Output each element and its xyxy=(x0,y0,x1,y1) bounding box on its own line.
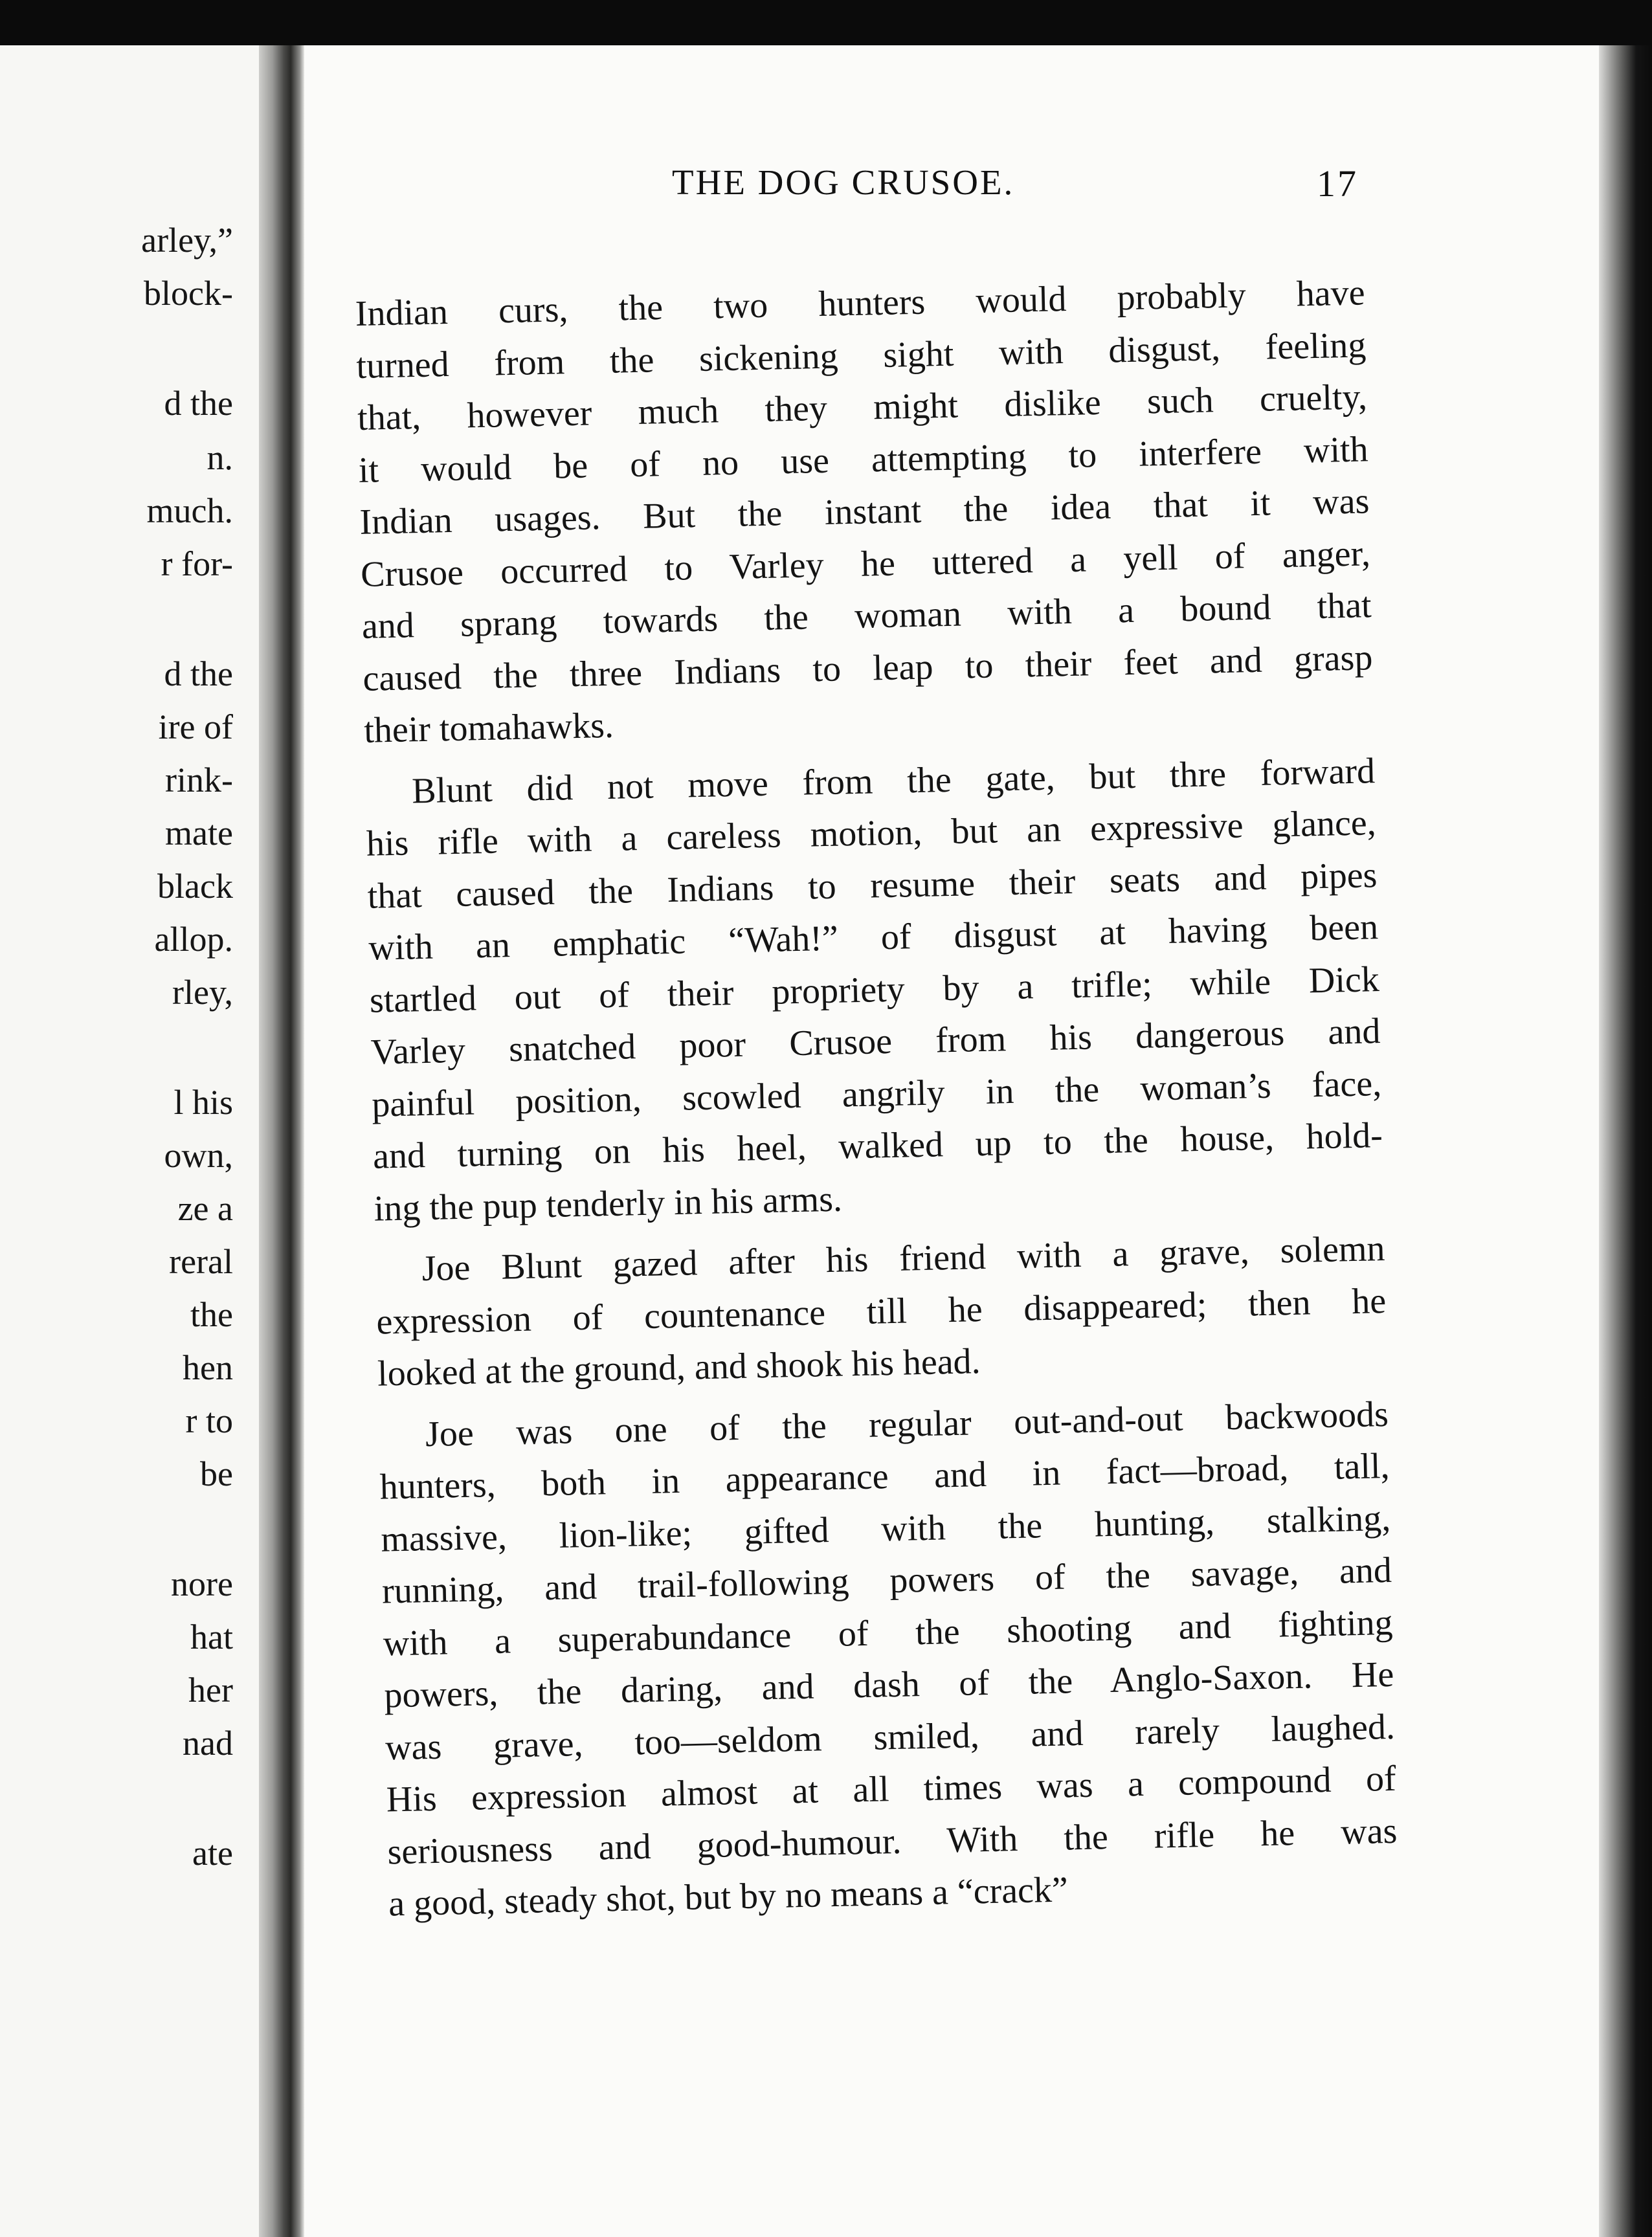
previous-page-text-fragment: hat xyxy=(190,1618,233,1656)
paragraph xyxy=(364,745,1384,1235)
previous-page-text-fragment: be xyxy=(200,1454,233,1493)
text-line: turned from the sickening sight with disgust, feeling xyxy=(355,324,1367,386)
running-title: THE DOG CRUSOE. xyxy=(672,162,1015,202)
text-line: his rifle with a careless motion, but an expressive glance, xyxy=(366,803,1377,864)
text-line: looked at the ground, and shook his head. xyxy=(377,1341,981,1394)
text-line: hunters, both in appearance and in fact—broad, tall, xyxy=(379,1445,1390,1508)
previous-page-text-fragment: the xyxy=(190,1295,233,1334)
text-line: running, and trail-following powers of the savage, and xyxy=(381,1550,1392,1612)
text-line: Joe Blunt gazed after his friend with a grave, solemn xyxy=(421,1229,1386,1289)
previous-page-text-fragment: block- xyxy=(144,274,233,313)
previous-page-text-fragment: nad xyxy=(183,1724,233,1763)
previous-page-text-fragment: l his xyxy=(173,1083,233,1122)
text-line: His expression almost at all times was a compound of xyxy=(386,1758,1397,1820)
previous-page-text-fragment: ire of xyxy=(158,707,233,746)
text-line: ing the pup tenderly in his arms. xyxy=(374,1179,843,1229)
previous-page-text-fragment: ze a xyxy=(177,1189,233,1228)
previous-page-text-fragment: hen xyxy=(183,1348,233,1387)
previous-page-text-fragment: r to xyxy=(185,1401,233,1440)
previous-page-text-fragment: rley, xyxy=(172,973,233,1012)
running-header xyxy=(355,162,1358,214)
previous-page-text-fragment: her xyxy=(188,1671,233,1709)
text-line: that caused the Indians to resume their seats and pipes xyxy=(367,854,1378,917)
text-line: it would be of no use attempting to interfere with xyxy=(358,428,1369,491)
previous-page-text-fragment: own, xyxy=(164,1136,233,1175)
paragraph xyxy=(375,1223,1388,1400)
text-line: with an emphatic “Wah!” of disgust at having been xyxy=(368,907,1379,968)
text-line: expression of countenance till he disappeared; then he xyxy=(375,1280,1387,1342)
paragraph xyxy=(378,1388,1399,1930)
text-line: their tomahawks. xyxy=(363,705,614,751)
previous-page-text-fragment: d the xyxy=(164,384,233,423)
text-line: Blunt did not move from the gate, but thre forward xyxy=(411,750,1376,811)
previous-page-text-fragment: black xyxy=(157,867,233,906)
previous-page-text-fragment: mate xyxy=(165,814,233,852)
text-line: was grave, too—seldom smiled, and rarely laughed. xyxy=(385,1706,1396,1768)
previous-page-text-fragment: d the xyxy=(164,654,233,693)
previous-page-text-fragment: n. xyxy=(206,438,233,477)
text-line: that, however much they might dislike such cruelty, xyxy=(357,377,1368,438)
text-line: Indian usages. But the instant the idea that it was xyxy=(359,481,1370,542)
previous-page-text-fragment: allop. xyxy=(154,920,233,959)
book-gutter xyxy=(259,45,304,2237)
text-line: and sprang towards the woman with a bound that xyxy=(361,585,1372,647)
page-right-edge xyxy=(1599,45,1652,2237)
previous-page-edge xyxy=(0,45,259,2237)
text-line: seriousness and good-humour. With the rifle he was xyxy=(386,1810,1398,1872)
text-line: startled out of their propriety by a trifle; while Dick xyxy=(369,959,1380,1021)
text-line: powers, the daring, and dash of the Anglo-Saxon. He xyxy=(383,1654,1394,1716)
scan-top-edge xyxy=(0,0,1652,45)
text-line: with a superabundance of the shooting and fighting xyxy=(383,1602,1394,1664)
previous-page-text-fragment: much. xyxy=(146,491,233,530)
text-line: Crusoe occurred to Varley he uttered a yell of anger, xyxy=(360,533,1371,595)
page-number: 17 xyxy=(1317,162,1358,205)
text-line: Indian curs, the two hunters would probably have xyxy=(355,273,1366,334)
previous-page-text-fragment: rink- xyxy=(165,761,233,799)
text-line: massive, lion-like; gifted with the hunting, stalking, xyxy=(380,1498,1391,1560)
previous-page-text-fragment: ate xyxy=(192,1834,233,1873)
text-line: Varley snatched poor Crusoe from his dangerous and xyxy=(370,1011,1381,1073)
paragraph xyxy=(355,267,1374,757)
text-line: a good, steady shot, but by no means a “crack” xyxy=(388,1869,1069,1924)
previous-page-text-fragment: arley,” xyxy=(141,221,233,260)
text-line: painful position, scowled angrily in the woman’s face, xyxy=(371,1063,1382,1125)
body-text xyxy=(355,267,1399,1930)
text-line: and turning on his heel, walked up to the house, hold- xyxy=(372,1115,1383,1177)
text-line: Joe was one of the regular out-and-out backwoods xyxy=(425,1394,1389,1454)
previous-page-text-fragment: nore xyxy=(171,1564,233,1603)
previous-page-text-fragment: reral xyxy=(169,1242,233,1281)
text-line: caused the three Indians to leap to their feet and grasp xyxy=(362,637,1373,699)
previous-page-text-fragment: r for- xyxy=(161,544,233,583)
